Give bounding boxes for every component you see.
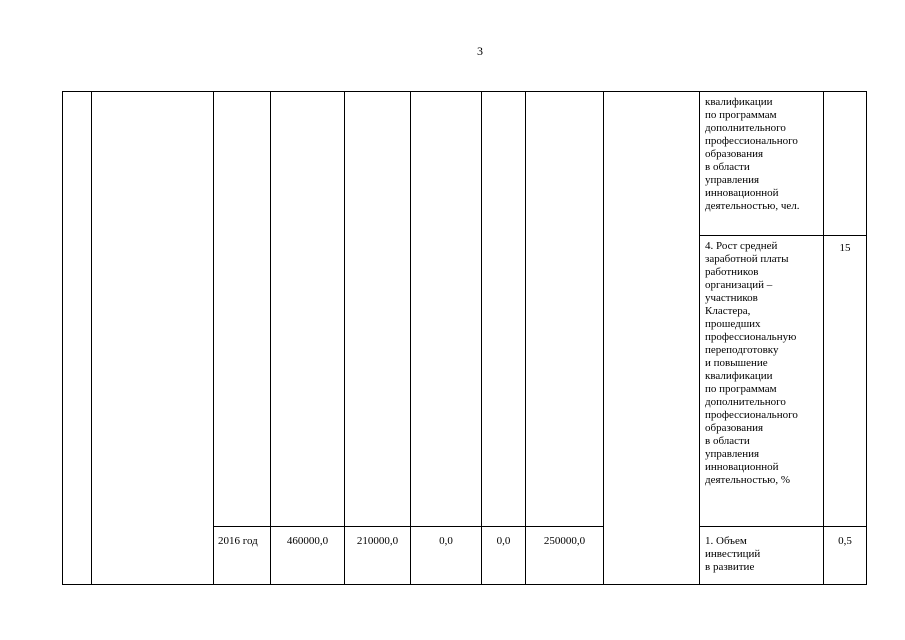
indicator-value: 15 [839, 242, 851, 254]
table-cell-regional [411, 92, 482, 527]
table-cell-indicator-value [824, 236, 867, 527]
table-cell-regional [411, 527, 482, 585]
table-row [63, 92, 867, 236]
indicator-value: 0,5 [838, 535, 852, 547]
indicator-text: квалификации по программам дополнительного профессионального образования в области управления инновационной деятельностью, чел. [705, 96, 800, 212]
table-cell-indicator [700, 527, 824, 585]
table-cell-indicator [700, 92, 824, 236]
table-cell-total [271, 92, 345, 527]
table-cell-indicator-value [824, 92, 867, 236]
table-cell-extrabudget [526, 527, 604, 585]
table-cell-measure [92, 92, 214, 585]
year-label: 2016 год [218, 535, 258, 547]
table-cell-extrabudget [526, 92, 604, 527]
extrabudget-value: 250000,0 [543, 535, 586, 547]
table-cell-executor [604, 92, 700, 585]
table-cell-indicator [700, 236, 824, 527]
indicator-text: 1. Объем инвестиций в развитие [705, 535, 761, 573]
table-cell-year [214, 527, 271, 585]
federal-value: 210000,0 [356, 535, 399, 547]
regional-value: 0,0 [439, 535, 453, 547]
indicator-value [824, 92, 866, 98]
page-number: 3 [477, 44, 483, 58]
table-cell-total [271, 527, 345, 585]
program-table [62, 91, 867, 585]
table-cell-number [63, 92, 92, 585]
table-cell-federal [345, 92, 411, 527]
local-value: 0,0 [496, 535, 511, 547]
table-cell-indicator-value [824, 527, 867, 585]
table-cell-local [482, 527, 526, 585]
table-cell-federal [345, 527, 411, 585]
indicator-text: 4. Рост средней заработной платы работников организаций – участников Кластера, прошедших профессиональную переподготовку и повышение квалификации по программам дополнительного профессионального образования в области управления инновационной деятельностью, % [705, 240, 798, 486]
total-value: 460000,0 [286, 535, 329, 547]
table-cell-local [482, 92, 526, 527]
table-cell-period [214, 92, 271, 527]
